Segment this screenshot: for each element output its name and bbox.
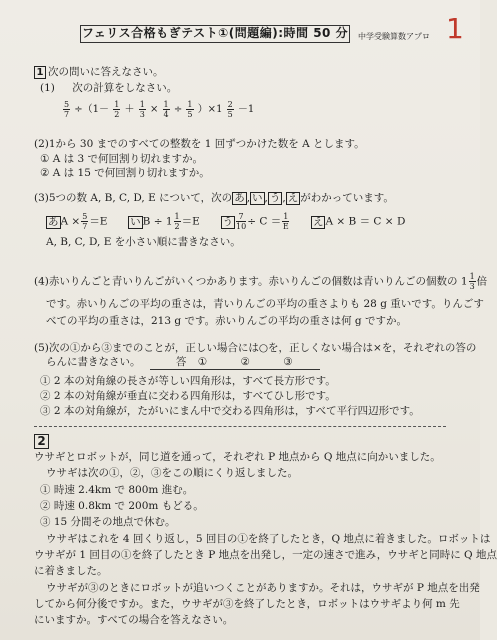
q3-prompt: (3)5つの数 A, B, C, D, E について，次の あ , い , う , え がわかっています。 <box>34 192 394 204</box>
q1-frac-4: $\frac{1}{4}$ <box>163 100 169 119</box>
section1-instruction: 次の問いに答えなさい。 <box>48 66 164 78</box>
eq-a-mark: あ <box>48 215 59 228</box>
eq-b-mark: い <box>130 215 141 228</box>
eq-c-frac1: $\frac{7}{10}$ <box>236 212 247 231</box>
q5-text-2: らんに書きなさい。 <box>46 356 141 368</box>
q1-label: (1) <box>40 82 55 94</box>
q5-label: (5) <box>34 342 49 354</box>
section2-number: 2 <box>34 434 49 449</box>
q3-text-after: がわかっています。 <box>300 192 394 204</box>
q4-text-1b: 倍 <box>476 275 488 288</box>
q1-frac-6: $\frac{2}{5}$ <box>227 100 233 119</box>
test-title: フェリス合格もぎテスト①(問題編):時間 50 分 <box>80 25 350 43</box>
section-divider <box>34 426 446 427</box>
eq-b-frac: $\frac{1}{2}$ <box>174 212 180 231</box>
q3-mark-e: え <box>287 192 299 204</box>
q5-line-1 <box>34 342 476 354</box>
eq-c-mid: ÷ C ＝ <box>247 215 282 228</box>
q4-label: (4) <box>34 275 49 288</box>
q1-text: 次の計算をしなさい。 <box>72 82 178 94</box>
answer-slot-2-label: ② <box>240 356 250 368</box>
section2-heading <box>34 434 51 449</box>
q4-line-1 <box>34 272 487 291</box>
eq-a-frac: $\frac{5}{7}$ <box>82 212 88 231</box>
s2-line-1: ウサギとロボットが，同じ道を通って，それぞれ P 地点から Q 地点に向かいました。 <box>34 451 441 463</box>
answer-slot-1-label: ① <box>197 356 208 368</box>
q1-frac-5: $\frac{1}{5}$ <box>187 100 193 119</box>
q3-label: (3) <box>34 192 49 204</box>
q2-prompt <box>34 138 365 150</box>
answer-slot-3-label: ③ <box>283 356 293 368</box>
page-number: 1 <box>446 12 464 45</box>
q2-label: (2) <box>34 138 49 150</box>
q1-op: ÷（1－ <box>74 104 110 115</box>
q1-op: ÷ <box>173 104 183 115</box>
section1-heading <box>34 66 164 79</box>
q3-mark-i: い <box>252 192 263 204</box>
eq-a-rhs: ＝E <box>89 215 108 228</box>
q1-frac-3: $\frac{1}{3}$ <box>139 100 145 119</box>
answer-underline <box>150 369 320 370</box>
q3-equations <box>46 212 405 231</box>
s2-step-3: ③ 15 分間その地点で休む。 <box>40 516 176 528</box>
q3-mark-a: あ <box>234 192 245 204</box>
q2-text: 1から 30 までのすべての整数を 1 回ずつかけた数を A とします。 <box>48 138 365 150</box>
s2-line-10: してから何分後ですか。また，ウサギが③を終了したとき，ロボットはウサギより何 m 先 <box>34 598 460 610</box>
section1-number: 1 <box>34 66 46 79</box>
eq-d-mark: え <box>312 215 324 228</box>
s2-line-8: に着きました。 <box>34 565 108 577</box>
q5-item-1: ① 2 本の対角線の長さが等しい四角形は，すべて長方形です。 <box>40 375 336 387</box>
q1-op: ）×1 <box>197 104 223 115</box>
q5-line-2 <box>46 356 293 368</box>
eq-c-mark: う <box>222 215 233 228</box>
q2-item-2: ② A は 15 で何回割り切れますか。 <box>40 167 210 179</box>
q5-text-1: 次の①から③までのことが，正しい場合には○を，正しくない場合は×を，それぞれの答の <box>48 342 477 354</box>
s2-line-6: ウサギはこれを 4 回くり返し，5 回目の①を終了したとき，Q 地点に着きました。ロボットは <box>46 533 491 545</box>
q1-frac-2: $\frac{1}{2}$ <box>114 100 120 119</box>
q1-frac-1: $\frac{5}{7}$ <box>64 100 70 119</box>
q5-item-2: ② 2 本の対角線が垂直に交わる四角形は，すべてひし形です。 <box>40 390 336 402</box>
q1-prompt <box>40 82 177 94</box>
s2-step-1: ① 時速 2.4km で 800m 進む。 <box>40 484 194 496</box>
eq-d-text: A × B ＝ C × D <box>325 215 406 228</box>
q3-mark-u: う <box>269 192 281 204</box>
answer-label: 答 <box>175 356 187 368</box>
q3-text: 5つの数 A, B, C, D, E について，次の <box>48 192 233 204</box>
q1-op: × <box>149 104 159 115</box>
q2-item-1: ① A は 3 で何回割り切れますか。 <box>40 153 204 165</box>
q1-op: －1 <box>237 104 255 115</box>
eq-c-frac2: $\frac{1}{E}$ <box>282 212 289 231</box>
q4-line-2: です。赤いりんごの平均の重さは，青いりんごの平均の重さよりも 28 g 重いです。りんごす <box>46 298 484 310</box>
q3-ask: A, B, C, D, E を小さい順に書きなさい。 <box>46 236 241 248</box>
eq-b-rhs: ＝E <box>181 215 200 228</box>
q4-frac: $\frac{1}{3}$ <box>469 272 475 291</box>
eq-a-lhs: A × <box>60 215 81 228</box>
q1-expression <box>62 100 254 119</box>
s2-line-11: にいますか。すべての場合を答えなさい。 <box>34 614 234 626</box>
publisher-name: 中学受験算数アプロ <box>358 32 430 41</box>
q4-text-1: 赤いりんごと青いりんごがいくつかあります。赤いりんごの個数は青いりんごの個数の 1 <box>48 275 468 288</box>
eq-b-lhs: B ÷ 1 <box>142 215 173 228</box>
s2-line-2: ウサギは次の①，②，③をこの順にくり返しました。 <box>46 467 298 479</box>
s2-step-2: ② 時速 0.8km で 200m もどる。 <box>40 500 204 512</box>
q1-op: ＋ <box>124 104 135 115</box>
s2-line-9: ウサギが③のときにロボットが追いつくことがありますか。それは，ウサギが P 地点を出発 <box>46 582 480 594</box>
q5-item-3: ③ 2 本の対角線が，たがいにまん中で交わる四角形は，すべて平行四辺形です。 <box>40 405 420 417</box>
q4-line-3: べての平均の重さは，213 g です。赤いりんごの平均の重さは何 g ですか。 <box>46 315 407 327</box>
s2-line-7: ウサギが 1 回目の①を終了したとき P 地点を出発し，一定の速さで進み，ウサギと同時に Q 地点 <box>34 549 497 561</box>
